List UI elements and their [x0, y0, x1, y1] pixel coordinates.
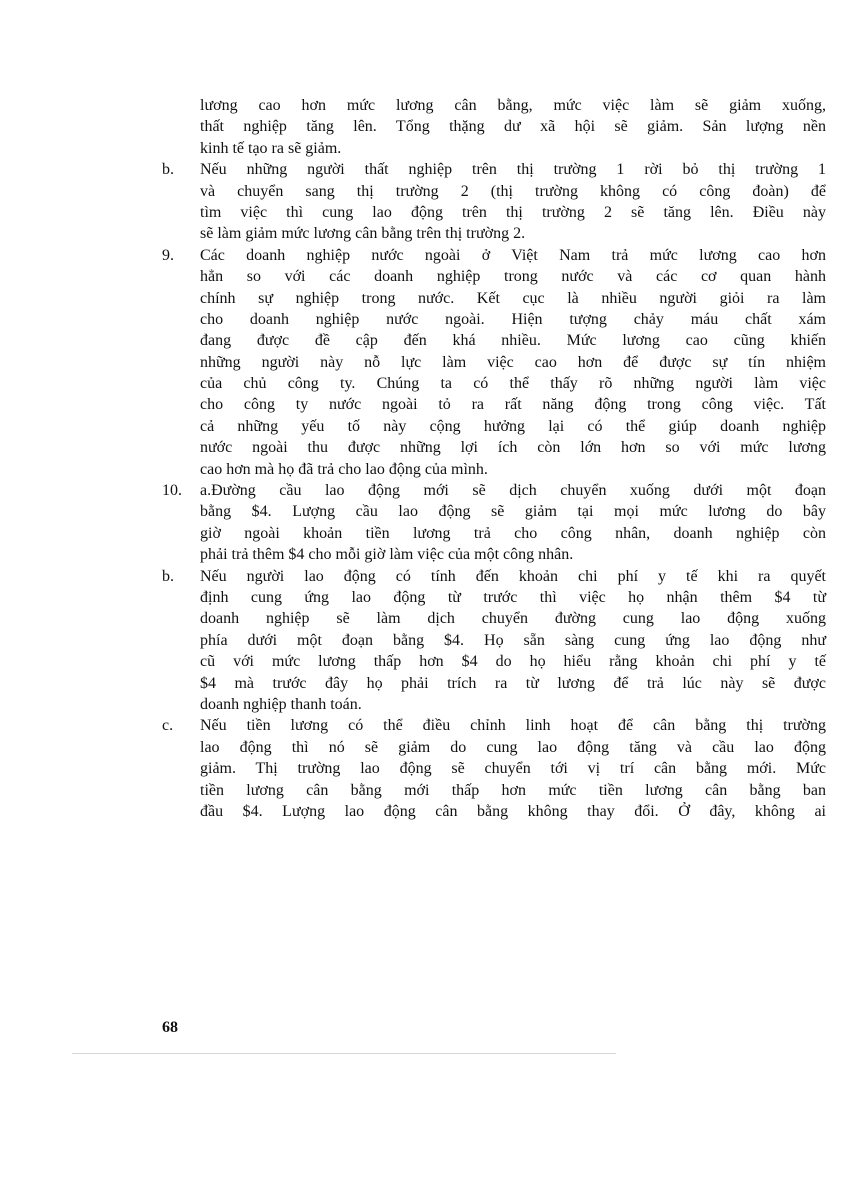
- text-line: lương cao hơn mức lương cân bằng, mức việc làm sẽ giảm xuống,: [200, 97, 826, 114]
- text-line: Nếu những người thất nghiệp trên thị trường 1 rời bỏ thị trường 1: [200, 161, 826, 179]
- text-line: nước ngoài thu được những lợi ích còn lớn hơn so với mức lương: [200, 439, 826, 457]
- scan-edge-line: [72, 1053, 616, 1054]
- text-line: cho công ty nước ngoài tỏ ra rất năng động trong công việc. Tất: [200, 396, 826, 414]
- text-line: giảm. Thị trường lao động sẽ chuyển tới vị trí cân bằng mới. Mức: [200, 760, 826, 778]
- text-block: [162, 715, 826, 822]
- text-line: lao động thì nó sẽ giảm do cung lao động tăng và cầu lao động: [200, 738, 826, 756]
- text-block: [162, 95, 826, 159]
- text-line: phía dưới một đoạn bằng $4. Họ sẵn sàng cung ứng lao động như: [200, 631, 826, 649]
- text-line: và chuyển sang thị trường 2 (thị trường không có công đoàn) để: [200, 182, 826, 200]
- text-line: kinh tế tạo ra sẽ giảm.: [200, 139, 342, 157]
- text-line: tìm việc thì cung lao động trên thị trường 2 sẽ tăng lên. Điều này: [200, 203, 826, 221]
- text-line: sẽ làm giảm mức lương cân bằng trên thị trường 2.: [200, 225, 526, 243]
- text-line: cao hơn mà họ đã trả cho lao động của mình.: [200, 460, 488, 478]
- text-line: chính sự nghiệp trong nước. Kết cục là nhiều người giỏi ra làm: [200, 289, 826, 307]
- page-number: 68: [162, 1019, 178, 1036]
- text-line: hẳn so với các doanh nghiệp trong nước và các cơ quan hành: [200, 268, 826, 286]
- text-line: thất nghiệp tăng lên. Tổng thặng dư xã hội sẽ giảm. Sản lượng nền: [200, 118, 826, 136]
- text-block: [162, 480, 826, 566]
- text-line: $4 mà trước đây họ phải trích ra từ lương để trả lúc này sẽ được: [200, 674, 826, 692]
- text-block: [162, 566, 826, 716]
- text-line: bằng $4. Lượng cầu lao động sẽ giảm tại mọi mức lương do bây: [200, 503, 826, 521]
- text-line: Nếu tiền lương có thể điều chỉnh linh hoạt để cân bằng thị trường: [200, 717, 826, 735]
- text-line: cho doanh nghiệp nước ngoài. Hiện tượng chảy máu chất xám: [200, 310, 826, 328]
- text-line: doanh nghiệp sẽ làm dịch chuyển đường cung lao động xuống: [200, 610, 826, 628]
- item-label: c.: [162, 717, 174, 735]
- item-label: 9.: [162, 246, 174, 264]
- text-line: cả những yếu tố này cộng hưởng lại có thể giúp doanh nghiệp: [200, 417, 826, 435]
- page-body: [162, 95, 826, 822]
- text-line: định cung ứng lao động từ trước thì việc họ nhận thêm $4 từ: [200, 588, 826, 606]
- text-line: a.Đường cầu lao động mới sẽ dịch chuyển xuống dưới một đoạn: [200, 482, 826, 500]
- text-line: giờ ngoài khoản tiền lương trả cho công nhân, doanh nghiệp còn: [200, 524, 826, 542]
- text-line: đang được đề cập đến khá nhiều. Mức lương cao cũng khiến: [200, 332, 826, 350]
- text-block: [162, 159, 826, 245]
- text-line: doanh nghiệp thanh toán.: [200, 695, 362, 713]
- item-label: b.: [162, 161, 174, 179]
- text-line: Nếu người lao động có tính đến khoản chi phí y tế khi ra quyết: [200, 567, 826, 585]
- text-line: tiền lương cân bằng mới thấp hơn mức tiền lương cân bằng ban: [200, 781, 826, 799]
- text-block: [162, 245, 826, 480]
- text-line: Các doanh nghiệp nước ngoài ở Việt Nam trả mức lương cao hơn: [200, 246, 826, 264]
- text-line: đầu $4. Lượng lao động cân bằng không thay đổi. Ở đây, không ai: [200, 802, 826, 820]
- text-line: phải trả thêm $4 cho mỗi giờ làm việc của một công nhân.: [200, 546, 574, 564]
- text-line: những người này nỗ lực làm việc cao hơn để được sự tín nhiệm: [200, 353, 826, 371]
- text-line: cũ với mức lương thấp hơn $4 do họ hiểu rằng khoản chi phí y tế: [200, 653, 826, 671]
- item-label: b.: [162, 567, 174, 585]
- text-line: của chủ công ty. Chúng ta có thể thấy rõ những người làm việc: [200, 375, 826, 393]
- item-label: 10.: [162, 482, 182, 500]
